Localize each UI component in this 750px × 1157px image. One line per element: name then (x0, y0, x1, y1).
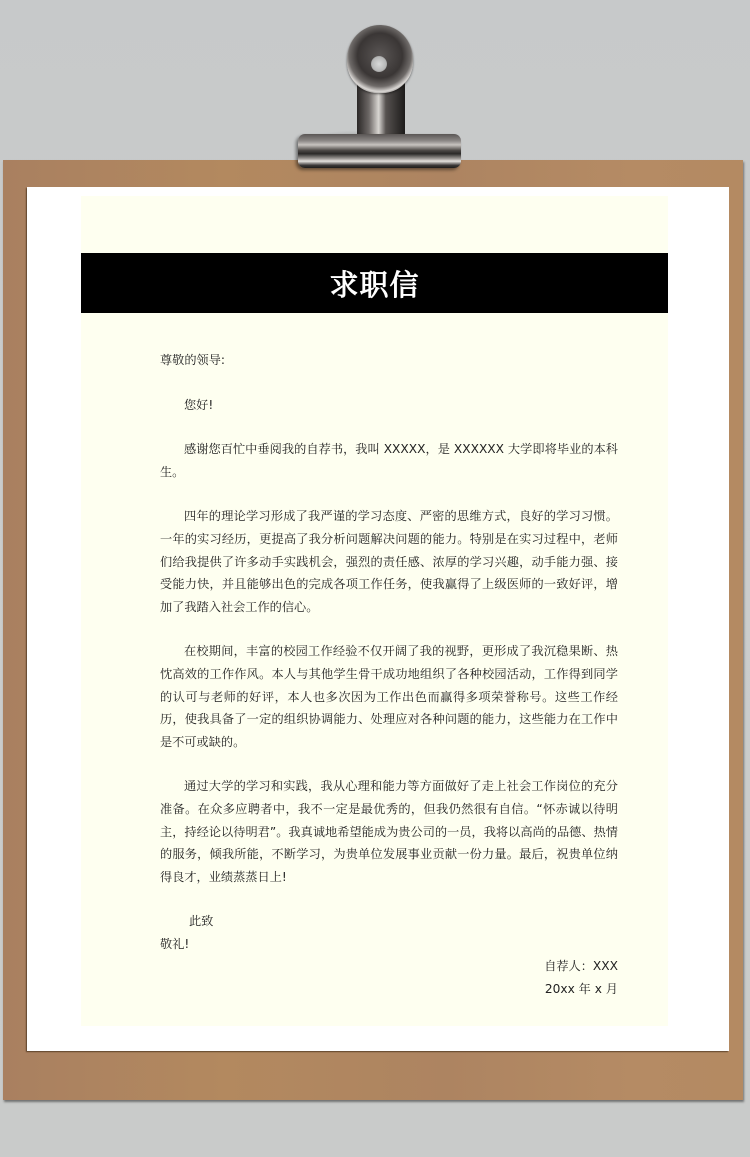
date: 20xx 年 x 月 (544, 982, 618, 997)
title-banner (81, 253, 668, 313)
salutation: 尊敬的领导: (160, 353, 226, 367)
closing-line-1: 此致 (189, 914, 214, 929)
clip-neck (357, 80, 405, 138)
paragraph-intro: 感谢您百忙中垂阅我的自荐书，我叫 XXXXX，是 XXXXXX 大学即将毕业的本科生。 (160, 442, 618, 479)
clip-hole (371, 56, 387, 72)
letter-body (160, 349, 618, 1001)
document-title: 求职信 (329, 267, 420, 302)
clip-head (347, 25, 413, 93)
closing-line-2: 敬礼! (160, 936, 190, 951)
paragraph-campus: 在校期间，丰富的校园工作经验不仅开阔了我的视野，更形成了我沉稳果断、热忱高效的工作作风。本人与其他学生骨干成功地组织了各种校园活动，工作得到同学的认可与老师的好评，本人也多次因为工作出色而赢得多项荣誉称号。这些工作经历，使我具备了一定的组织协调能力、处理应对各种问题的能力，这些能力在工作中是不可或缺的。 (160, 644, 618, 749)
paragraph-conclusion: 通过大学的学习和实践，我从心理和能力等方面做好了走上社会工作岗位的充分准备。在众多应聘者中，我不一定是最优秀的，但我仍然很有自信。“怀赤诚以待明主，持经论以待明君”。我真诚地希望能成为贵公司的一员，我将以高尚的品德、热情的服务，倾我所能，不断学习，为贵单位发展事业贡献一份力量。最后，祝贵单位纳得良才，业绩蒸蒸日上! (160, 779, 618, 884)
greeting: 您好! (184, 397, 214, 412)
signature: 自荐人：XXX (544, 959, 618, 974)
binder-clip-icon (0, 0, 750, 180)
paragraph-study: 四年的理论学习形成了我严谨的学习态度、严密的思维方式，良好的学习习惯。一年的实习经历，更提高了我分析问题解决问题的能力。特别是在实习过程中，老师们给我提供了许多动手实践机会，强烈的责任感、浓厚的学习兴趣，动手能力强、接受能力快，并且能够出色的完成各项工作任务，使我赢得了上级医师的一致好评，增加了我踏入社会工作的信心。 (160, 509, 618, 614)
